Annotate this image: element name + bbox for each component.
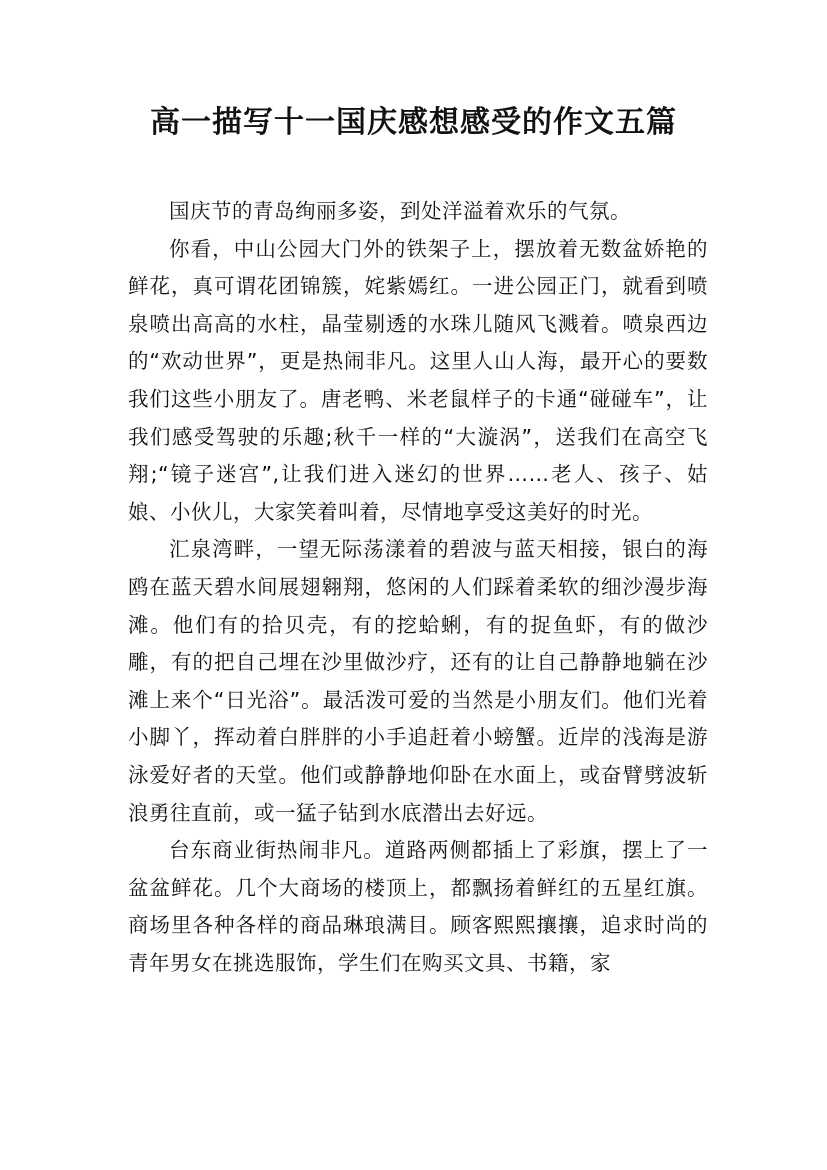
paragraph-4: 台东商业街热闹非凡。道路两侧都插上了彩旗，摆上了一盆盆鲜花。几个大商场的楼顶上，都飘扬着鲜红的五星红旗。商场里各种各样的商品琳琅满目。顾客熙熙攘攘，追求时尚的青年男女在挑选服饰，学生们在购买文具、书籍，家 [128, 838, 708, 975]
paragraph-2: 你看，中山公园大门外的铁架子上，摆放着无数盆娇艳的鲜花，真可谓花团锦簇，姹紫嫣红。一进公园正门，就看到喷泉喷出高高的水柱，晶莹剔透的水珠儿随风飞溅着。喷泉西边的“欢动世界”，更是热闹非凡。这里人山人海，最开心的要数我们这些小朋友了。唐老鸭、米老鼠样子的卡通“碰碰车”，让我们感受驾驶的乐趣;秋千一样的“大漩涡”，送我们在高空飞翔;“镜子迷宫”,让我们进入迷幻的世界……老人、孩子、姑娘、小伙儿，大家笑着叫着，尽情地享受这美好的时光。 [128, 236, 708, 524]
document-body [128, 193, 708, 982]
paragraph-1: 国庆节的青岛绚丽多姿，到处洋溢着欢乐的气氛。 [169, 199, 631, 223]
document-title: 高一描写十一国庆感想感受的作文五篇 [150, 105, 677, 140]
paragraph-3: 汇泉湾畔，一望无际荡漾着的碧波与蓝天相接，银白的海鸥在蓝天碧水间展翅翱翔，悠闲的人们踩着柔软的细沙漫步海滩。他们有的拾贝壳，有的挖蛤蜊，有的捉鱼虾，有的做沙雕，有的把自己埋在沙里做沙疗，还有的让自己静静地躺在沙滩上来个“日光浴”。最活泼可爱的当然是小朋友们。他们光着小脚丫，挥动着白胖胖的小手追赶着小螃蟹。近岸的浅海是游泳爱好者的天堂。他们或静静地仰卧在水面上，或奋臂劈波斩浪勇往直前，或一猛子钻到水底潜出去好远。 [128, 537, 708, 825]
